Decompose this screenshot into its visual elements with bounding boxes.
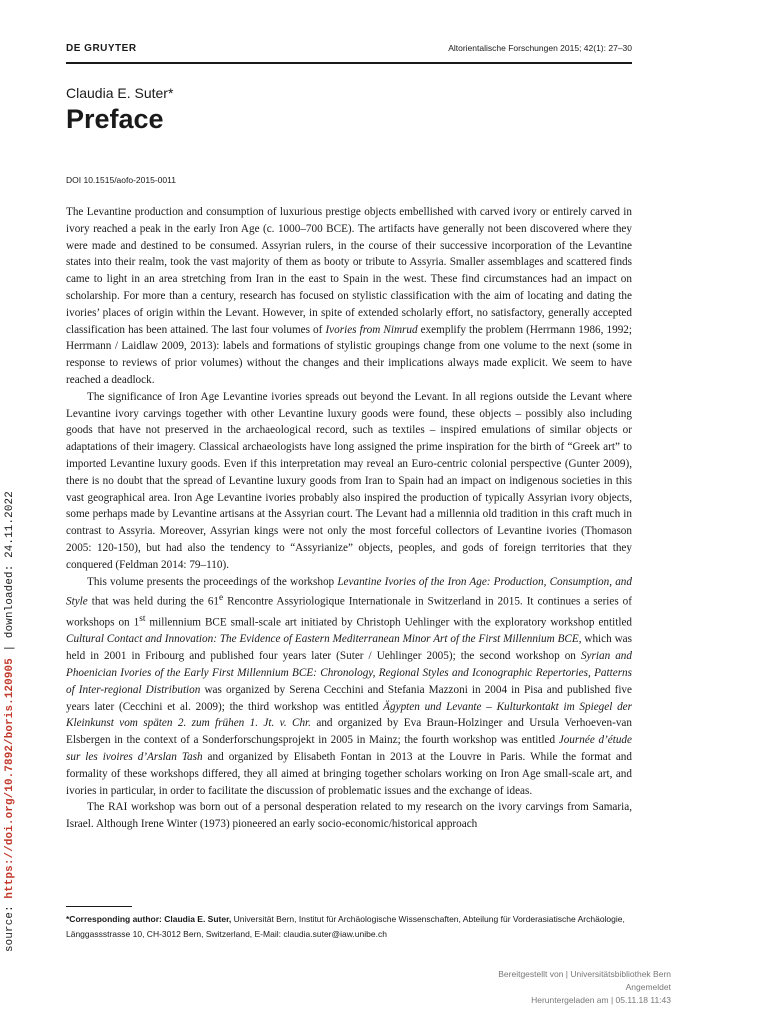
- text-run: Rencontre Assyriologique Internationale in Switzerland in 2015. It continues a series of workshops on 1: [66, 596, 632, 629]
- italic-run: Syrian and Phoenician Ivories of the Early First Millennium BCE: Chronology, Regional Styles and Iconographic Repertories, Patterns of Inter-regional Distribution: [66, 650, 632, 696]
- italic-run: Levantine Ivories of the Iron Age: Production, Consumption, and Style: [66, 575, 632, 609]
- footnote-label: *Corresponding author: Claudia E. Suter,: [66, 914, 232, 924]
- author-name: Claudia E. Suter*: [66, 85, 174, 101]
- running-header: [66, 40, 632, 64]
- download-date: | downloaded: 24.11.2022: [4, 491, 16, 659]
- text-run: and organized by Elisabeth Fontan in 2013 at the Louvre in Paris. While the format and formality of these workshops differed, they all aimed at bringing together scholars working on Iron Age small-scale art, and ivories in particular, in order to facilitate the discussion of problematic issues and the exchange of ideas.: [66, 750, 632, 797]
- text-run: exemplify the problem (Herrmann 1986, 1992; Herrmann / Laidlaw 2009, 2013): labels and formations of stylistic groupings change from one volume to the next (some in response to reviews of prior volumes) without the changes and their implications always made explicit. We seem to have reached a deadlock.: [66, 323, 632, 386]
- text-run: that was held during the 61: [87, 596, 220, 609]
- footnote-divider: [66, 906, 132, 907]
- text-run: This volume presents the proceedings of the workshop: [87, 575, 338, 588]
- paragraph: [66, 204, 632, 389]
- source-stamp: [4, 491, 16, 952]
- paragraph: The significance of Iron Age Levantine ivories spreads out beyond the Levant. In all regions outside the Levant where Levantine ivory carvings together with other Levantine luxury goods were found, these objects – possibly also including goods that have not preserved in the archaeological record, such as textiles – inspired emulations of similar objects or adaptations of their imagery. Classical archaeologists have long assigned the prime inspiration for the birth of “Greek art” to imported Levantine luxury goods. Even if this interpretation may reveal an Euro-centric colonial perspective (Gunter 2009), there is no doubt that the spread of Levantine luxury goods from Iran to Spain had an impact on indigenous societies in this vast geographical area. Iron Age Levantine ivories probably also inspired the production of typically Assyrian ivory objects, some perhaps made by Levantine artisans at the Assyrian court. The Levant had a millennia old tradition in this craft much in contrast to Assyria. Moreover, Assyrian kings were not only the most forceful collectors of Levantine ivories (Thomason 2005: 120-150), but had also the tendency to “Assyrianize” objects, peoples, and gods of foreign territories that they conquered (Feldman 2014: 79–110).: [66, 390, 632, 571]
- provenance-note: [498, 968, 671, 1007]
- italic-run: Ägypten und Levante – Kulturkontakt im Spiegel der Kleinkunst vom späten 2. zum frühen 1. Jt. v. Chr.: [66, 700, 632, 730]
- source-doi-link[interactable]: https://doi.org/10.7892/boris.120905: [4, 658, 16, 899]
- footnote: [66, 912, 632, 941]
- text-run: millennium BCE small-scale art initiated by Christoph Uehlinger with the exploratory workshop entitled: [145, 616, 632, 629]
- text-run: The Levantine production and consumption of luxurious prestige objects embellished with carved ivory or entirely carved in ivory reached a peak in the early Iron Age (c. 1000–700 BCE). The artifacts have generally not been discovered where they were made and destined to be consumed. Assyrian rulers, in the course of their successive incorporation of the Levantine states into their realm, took the vast majority of them as booty or tribute to Assyria. Smaller assemblages and scattered finds came to light in an area stretching from Iran in the east to Spain in the west. These find circumstances had an impact on scholarship. For more than a century, research has focused on stylistic classification with the aim of locating and dating the ivories’ places of origin within the Levant. However, in spite of extended scholarly effort, no satisfactory, generally accepted classification has been attained. The last four volumes of: [66, 206, 632, 336]
- doi-line: DOI 10.1515/aofo-2015-0011: [66, 175, 176, 185]
- provenance-line: Heruntergeladen am | 05.11.18 11:43: [531, 995, 671, 1005]
- superscript: st: [139, 613, 146, 624]
- text-run: and organized by Eva Braun-Holzinger and Ursula Verhoeven-van Elsbergen in the context of a Sonderforschungsprojekt in 2005 in Mainz; the fourth workshop was entitled: [66, 717, 632, 747]
- italic-run: Cultural Contact and Innovation: The Evidence of Eastern Mediterranean Minor Art of the First Millennium BCE: [66, 633, 579, 646]
- article-title: Preface: [66, 104, 164, 134]
- source-prefix: source:: [4, 898, 16, 952]
- italic-run: Journée d’étude sur les ivoires d’Arslan Tash: [66, 734, 632, 763]
- article-body: [66, 204, 632, 833]
- superscript: e: [219, 593, 224, 604]
- provenance-line: Bereitgestellt von | Universitätsbibliothek Bern: [498, 969, 671, 979]
- journal-citation: Altorientalische Forschungen 2015; 42(1): 27–30: [448, 43, 632, 53]
- footnote-text: Universität Bern, Institut für Archäologische Wissenschaften, Abteilung für Vorderasiatische Archäologie, Länggassstrasse 10, CH-3012 Bern, Switzerland, E-Mail: claudia.suter@iaw.unibe.ch: [66, 914, 625, 939]
- paragraph: [66, 574, 632, 800]
- italic-run: Ivories from Nimrud: [325, 323, 418, 336]
- text-run: , which was held in 2001 in Fribourg and published four years later (Suter / Uehlinger 2005); the second workshop on: [66, 633, 633, 663]
- provenance-line: Angemeldet: [625, 982, 671, 992]
- paragraph: The RAI workshop was born out of a personal desperation related to my research on the ivory carvings from Samaria, Israel. Although Irene Winter (1973) pioneered an early socio-economic/historical approach: [66, 801, 632, 831]
- publisher-logo: DE GRUYTER: [66, 43, 137, 54]
- text-run: was organized by Serena Cecchini and Stefania Mazzoni in 2004 in Pisa and published five years later (Cecchini et al. 2009); the third workshop was entitled: [66, 683, 632, 713]
